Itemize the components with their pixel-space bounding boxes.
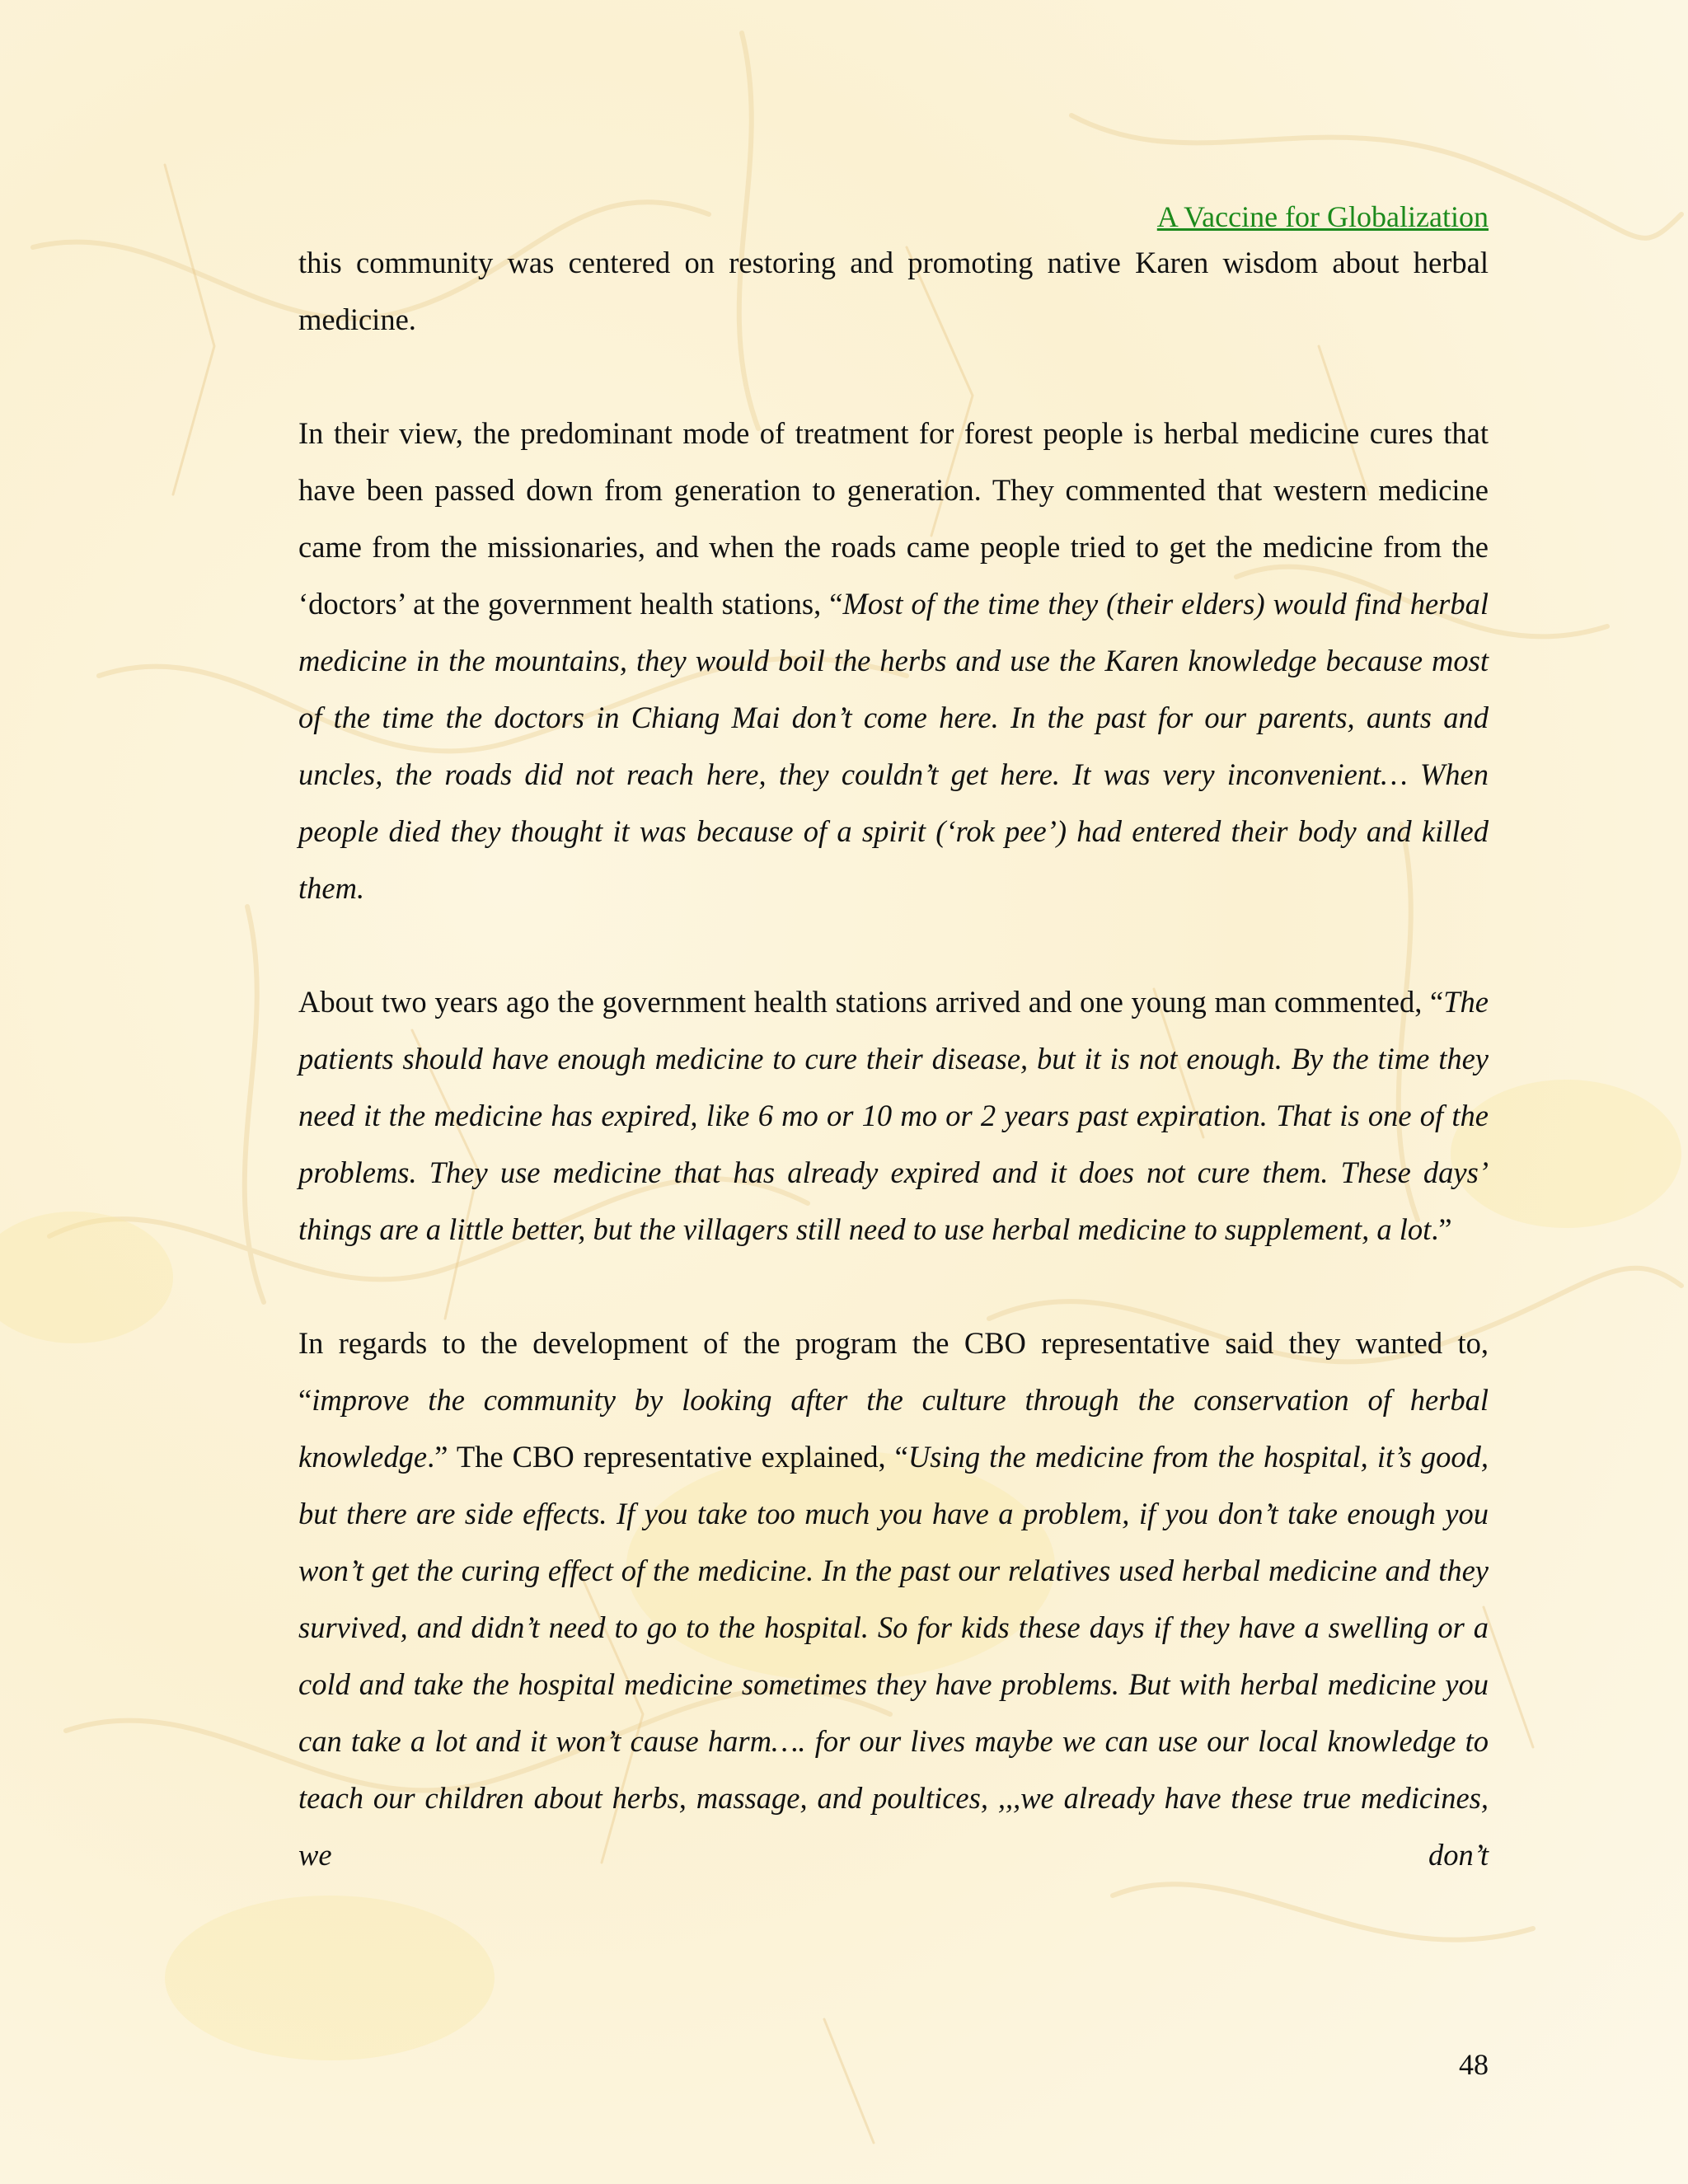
body-text (298, 234, 1489, 1883)
paragraph (298, 1315, 1489, 1883)
text-run: About two years ago the government health stations arrived and one young man commented, “ (298, 985, 1444, 1019)
running-header: A Vaccine for Globalization (1156, 200, 1489, 233)
quoted-text: Most of the time they (their elders) would find herbal medicine in the mountains, they would boil the herbs and use the Karen knowledge because most of the time the doctors in Chiang Mai don’t come here. In the past for our parents, aunts and uncles, the roads did not reach here, they couldn’t get here. It was very inconvenient… When people died they thought it was because of a spirit (‘rok pee’) had entered their body and killed them. (298, 587, 1489, 905)
text-run: .” (1431, 1212, 1452, 1246)
quoted-text: Using the medicine from the hospital, it’s good, but there are side effects. If you take too much you have a problem, if you don’t take enough you won’t get the curing effect of the medicine. In the past our relatives used herbal medicine and they survived, and didn’t need to go to the hospital. So for kids these days if they have a swelling or a cold and take the hospital medicine sometimes they have problems. But with herbal medicine you can take a lot and it won’t cause harm…. for our lives maybe we can use our local knowledge to teach our children about herbs, massage, and poultices, ,,,we already have these true medicines, we don’t (298, 1440, 1489, 1872)
paragraph (298, 234, 1489, 348)
text-run: In regards to the development of the program the CBO representative said they wanted to, “ (298, 1326, 1489, 1417)
text-run: .” The CBO representative explained, “ (427, 1440, 908, 1474)
paragraph (298, 405, 1489, 916)
paragraph (298, 973, 1489, 1258)
page-number: 48 (1459, 2048, 1489, 2081)
quoted-text: improve the community by looking after the culture through the conservation of herbal knowledge (298, 1383, 1489, 1474)
quoted-text: The patients should have enough medicine to cure their disease, but it is not enough. By the time they need it the medicine has expired, like 6 mo or 10 mo or 2 years past expiration. That is one of the problems. They use medicine that has already expired and it does not cure them. These days’ things are a little better, but the villagers still need to use herbal medicine to supplement, a lot (298, 985, 1489, 1246)
text-run: this community was centered on restoring and promoting native Karen wisdom about herbal medicine. (298, 246, 1489, 336)
text-run: In their view, the predominant mode of treatment for forest people is herbal medicine cures that have been passed down from generation to generation. They commented that western medicine came from the missionaries, and when the roads came people tried to get the medicine from the ‘doctors’ at the government health stations, “ (298, 416, 1489, 621)
